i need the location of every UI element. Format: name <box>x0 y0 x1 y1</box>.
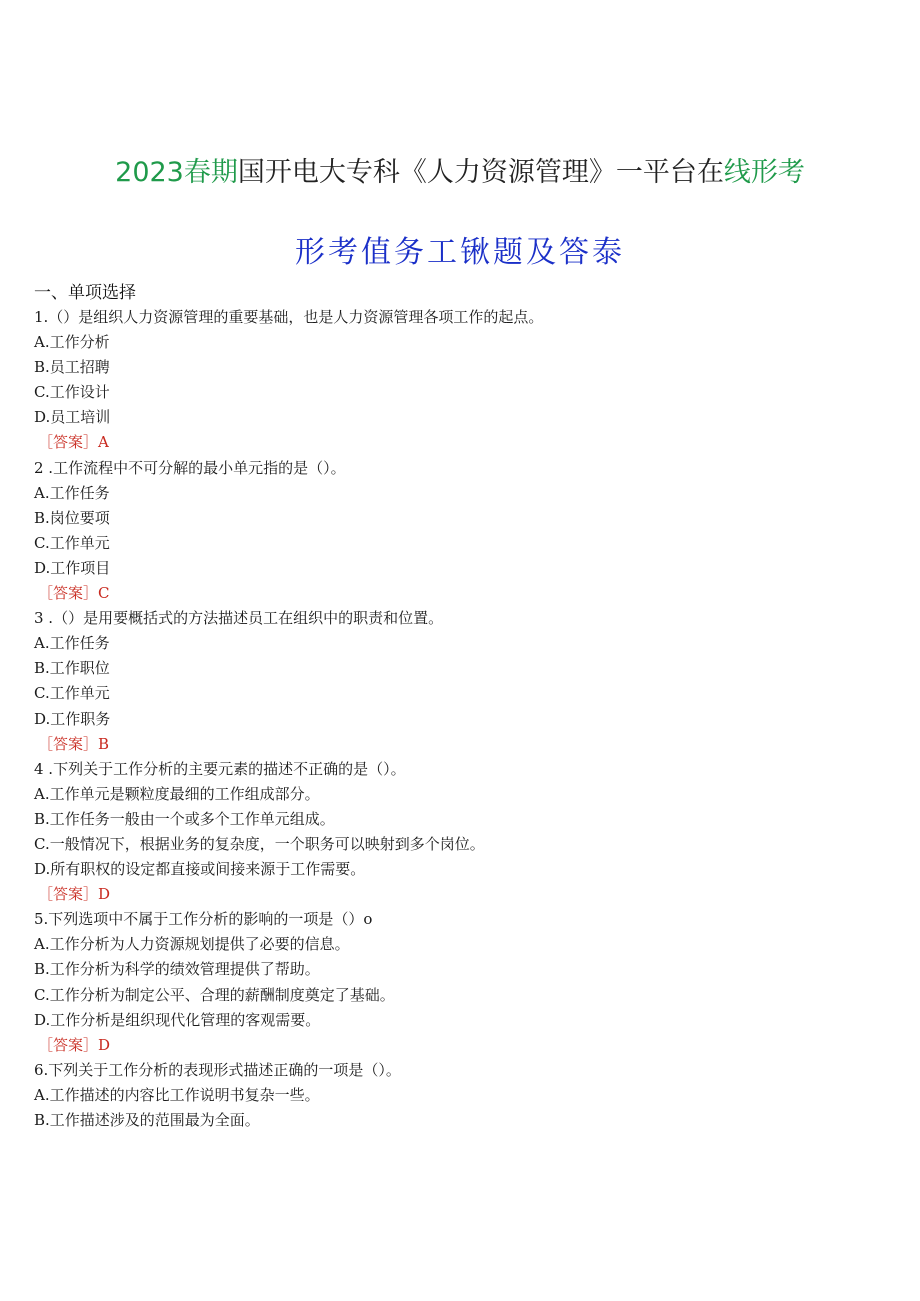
question-option: C.工作分析为制定公平、合理的薪酬制度奠定了基础。 <box>34 985 395 1004</box>
question-answer: ［答案］C <box>38 584 110 603</box>
question-stem: 2 .工作流程中不可分解的最小单元指的是（）。 <box>34 458 346 477</box>
question-option: B.员工招聘 <box>34 358 110 377</box>
question-option: C.工作设计 <box>34 383 110 402</box>
question-option: D.工作分析是组织现代化管理的客观需要。 <box>34 1010 321 1029</box>
question-option: C.工作单元 <box>34 533 110 552</box>
question-option: B.工作描述涉及的范围最为全面。 <box>34 1111 260 1129</box>
question-answer: ［答案］A <box>38 433 109 452</box>
title-part-platform: 线形考 <box>723 157 805 188</box>
question-answer: ［答案］B <box>38 734 110 753</box>
question-answer: ［答案］D <box>38 1035 111 1054</box>
question-option: B.工作职位 <box>34 659 110 678</box>
question-stem: 3 .（）是用要概括式的方法描述员工在组织中的职责和位置。 <box>34 609 444 628</box>
question-option: A.工作分析 <box>34 333 110 352</box>
question-option: D.所有职权的设定都直接或间接来源于工作需要。 <box>34 860 366 879</box>
question-list <box>34 281 894 1133</box>
question-stem: 5.下列选项中不属于工作分析的影响的一项是（）o <box>34 910 373 929</box>
title-part-course: 国开电大专科《人力资源管理》一平台在 <box>237 157 724 188</box>
question-option: D.员工培训 <box>34 408 111 427</box>
question-option: B.岗位要项 <box>34 508 110 527</box>
document-title <box>0 150 920 189</box>
question-option: D.工作项目 <box>34 558 111 577</box>
question-stem: 6.下列关于工作分析的表现形式描述正确的一项是（）。 <box>34 1060 401 1079</box>
section-heading: 一、单项选择 <box>34 283 136 303</box>
question-option: B.工作任务一般由一个或多个工作单元组成。 <box>34 809 335 828</box>
question-option: C.一般情况下，根据业务的复杂度，一个职务可以映射到多个岗位。 <box>34 834 485 853</box>
question-option: A.工作任务 <box>34 634 110 653</box>
question-option: B.工作分析为科学的绩效管理提供了帮助。 <box>34 960 320 979</box>
document-subtitle: 形考值务工锹题及答泰 <box>295 235 625 270</box>
question-option: A.工作单元是颗粒度最细的工作组成部分。 <box>34 784 320 803</box>
question-stem: 4 .下列关于工作分析的主要元素的描述不正确的是（）。 <box>34 759 406 778</box>
title-part-term: 2023春期 <box>115 157 238 188</box>
question-option: A.工作分析为人力资源规划提供了必要的信息。 <box>34 935 350 954</box>
question-option: D.工作职务 <box>34 709 111 728</box>
question-option: A.工作任务 <box>34 483 110 502</box>
question-option: C.工作单元 <box>34 684 110 703</box>
question-answer: ［答案］D <box>38 885 111 904</box>
question-stem: 1.（）是组织人力资源管理的重要基础，也是人力资源管理各项工作的起点。 <box>34 308 544 326</box>
question-option: A.工作描述的内容比工作说明书复杂一些。 <box>34 1085 320 1104</box>
